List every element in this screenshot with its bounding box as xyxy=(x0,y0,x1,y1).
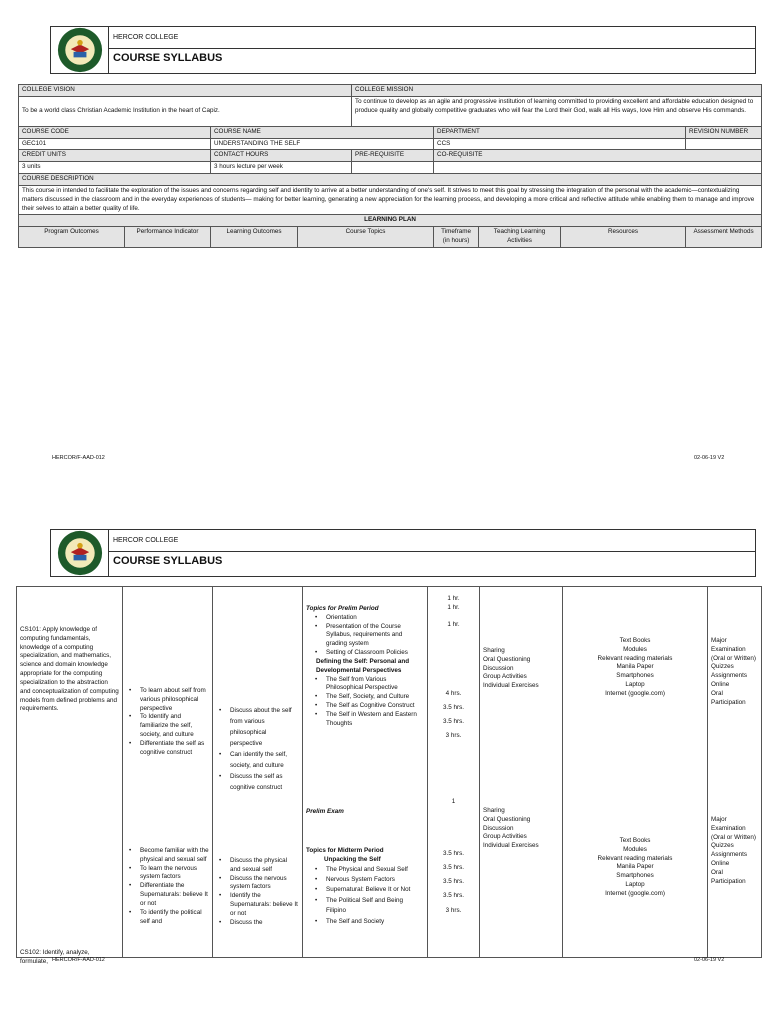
list-item: • Orientation xyxy=(322,614,424,623)
program-outcome-cs102: CS102: Identify, analyze, formulate, xyxy=(20,949,90,965)
program-outcome-cs101: CS101: Apply knowledge of computing fundamentals, knowledge of a computing specialization, and mathematics, science and domain knowledge appropriate for the computing specialization to the abstraction and conceptualization of computing models from defined problems and requirements. xyxy=(20,626,119,713)
resource-item: Internet (google.com) xyxy=(605,689,665,697)
resource-item: Internet (google.com) xyxy=(605,889,665,897)
pi-list-midterm xyxy=(126,847,209,926)
list-item: • The Political Self and Being Filipino xyxy=(322,896,424,917)
resource-item: Text Books xyxy=(619,837,651,844)
vision-text: To be a world class Christian Academic Institution in the heart of Capiz. xyxy=(19,96,352,126)
col-course-topics: Course Topics xyxy=(298,227,434,248)
department: CCS xyxy=(434,138,686,150)
activity-item: Oral Questioning xyxy=(483,655,531,663)
list-item: • The Self as Cognitive Construct xyxy=(322,702,424,711)
list-item: • The Self from Various Philosophical Perspective xyxy=(322,676,424,694)
mission-text: To continue to develop as an agile and progressive institution of learning committed to providing excellent and affordable education designed to produce quality and globally competitive graduates who will fear the Lord their God, walk all His ways, love Him and observe His commands. xyxy=(352,96,762,126)
coreq xyxy=(434,162,762,174)
college-name: HERCOR COLLEGE xyxy=(109,27,755,49)
assessment-item: Quizzes xyxy=(711,842,734,850)
course-code: GEC101 xyxy=(19,138,211,150)
resource-item: Modules xyxy=(623,645,647,653)
activity-item: Group Activities xyxy=(483,673,527,681)
pi-list-prelim xyxy=(126,687,209,758)
list-item: • Setting of Classroom Policies xyxy=(322,649,424,658)
prelim-subheading: Defining the Self: Personal and Developmental Perspectives xyxy=(316,657,410,674)
list-item: • Discuss the self as cognitive construct xyxy=(226,771,299,793)
assessment-item: Online xyxy=(711,860,730,868)
resource-item: Smartphones xyxy=(616,672,654,680)
time-value: 1 hr. xyxy=(447,603,460,611)
assessment-item: Assignments xyxy=(711,851,748,859)
time-value: 4 hrs. xyxy=(445,690,462,697)
mission-label: COLLEGE MISSION xyxy=(352,85,762,97)
prelim-topics-a xyxy=(306,614,424,658)
list-item: • Presentation of the Course Syllabus, requirements and grading system xyxy=(322,623,424,649)
col-timeframe: Timeframe (in hours) xyxy=(434,227,479,248)
midterm-heading: Topics for Midterm Period xyxy=(306,847,384,854)
list-item: • Discuss the physical and sexual self xyxy=(226,857,299,875)
prereq xyxy=(352,162,434,174)
college-name: HERCOR COLLEGE xyxy=(109,530,755,552)
lo-list-prelim xyxy=(216,705,299,793)
assessment-item: Assignments xyxy=(711,672,748,680)
list-item: • The Self in Western and Eastern Thoughts xyxy=(322,711,424,729)
list-item: • The Self, Society, and Culture xyxy=(322,693,424,702)
assessment-item: Online xyxy=(711,681,730,689)
resource-item: Relevant reading materials xyxy=(597,854,673,862)
time-value: 3.5 hrs. xyxy=(443,704,464,712)
department-label: DEPARTMENT xyxy=(434,126,686,138)
prelim-topics-b xyxy=(306,676,424,729)
revision-label: REVISION NUMBER xyxy=(686,126,762,138)
col-performance-indicator: Performance Indicator xyxy=(125,227,211,248)
activity-item: Individual Exercises xyxy=(483,842,539,850)
assessment-cell xyxy=(708,587,762,958)
assessment-item: Oral Participation xyxy=(711,689,746,706)
coreq-label: CO-REQUISITE xyxy=(434,150,762,162)
assessment-item: Oral Participation xyxy=(711,868,746,885)
prereq-label: PRE-REQUISITE xyxy=(352,150,434,162)
course-name-label: COURSE NAME xyxy=(211,126,434,138)
time-value: 1 hr. xyxy=(447,621,460,629)
activity-item: Group Activities xyxy=(483,833,527,841)
course-name: UNDERSTANDING THE SELF xyxy=(211,138,434,150)
course-description: This course in intended to facilitate the exploration of the issues and concerns regarding self and identity to arrive at a better understanding of one's self. It strives to meet this goal by stressing the integration of the personal with the academic—contextualizing matters discussed in the classroom and in the everyday experiences of students— making for better learning, generating a new appreciation for the learning process, and developing a more critical and reflective attitude while enabling them to manage and improve their selves to attain a better quality of life. xyxy=(19,185,762,214)
col-teaching-activities: Teaching Learning Activities xyxy=(479,227,561,248)
header-page-1 xyxy=(50,26,756,74)
college-logo xyxy=(51,27,109,73)
prelim-heading: Topics for Prelim Period xyxy=(306,605,379,612)
footer-version: 02-06-19 V2 xyxy=(694,455,725,461)
college-logo xyxy=(51,530,109,576)
resource-item: Smartphones xyxy=(616,872,654,880)
activity-item: Oral Questioning xyxy=(483,815,531,823)
resource-item: Modules xyxy=(623,845,647,853)
college-seal-icon xyxy=(57,27,103,73)
list-item: • The Self and Society xyxy=(322,917,424,927)
list-item: • To learn about self from various philosophical perspective xyxy=(136,687,209,713)
col-resources: Resources xyxy=(561,227,686,248)
teaching-activities-cell xyxy=(480,587,563,958)
contact-hours: 3 hours lecture per week xyxy=(211,162,352,174)
resource-item: Text Books xyxy=(619,637,651,644)
college-seal-icon xyxy=(57,530,103,576)
list-item: • Discuss about the self from various philosophical perspective xyxy=(226,705,299,749)
list-item: • Nervous System Factors xyxy=(322,875,424,885)
list-item: • The Physical and Sexual Self xyxy=(322,865,424,875)
activity-item: Discussion xyxy=(483,824,514,832)
list-item: • To identify the political self and xyxy=(136,909,209,927)
list-item: • Become familiar with the physical and sexual self xyxy=(136,847,209,865)
time-value: 3 hrs. xyxy=(445,732,462,740)
performance-indicator-cell xyxy=(123,587,213,958)
resource-item: Laptop xyxy=(625,681,645,689)
resource-item: Manila Paper xyxy=(616,863,654,871)
learning-outcomes-cell xyxy=(213,587,303,958)
time-value: 3.5 hrs. xyxy=(443,864,464,872)
list-item: • Identify the Supernaturals: believe It or not xyxy=(226,892,299,918)
midterm-topics xyxy=(306,865,424,927)
footer-form-code: HERCOR/F-AAD-012 xyxy=(52,957,105,963)
assessment-item: Quizzes xyxy=(711,663,734,671)
header-page-2 xyxy=(50,529,756,577)
midterm-subheading: Unpacking the Self xyxy=(324,855,381,863)
credit-label: CREDIT UNITS xyxy=(19,150,211,162)
footer-version: 02-06-19 V2 xyxy=(694,957,725,963)
col-assessment: Assessment Methods xyxy=(686,227,762,248)
course-topics-cell xyxy=(303,587,428,958)
list-item: • Supernatural: Believe It or Not xyxy=(322,885,424,895)
assessment-item: Major Examination (Oral or Written) xyxy=(711,816,757,841)
activity-item: Sharing xyxy=(483,647,505,654)
course-info-table xyxy=(18,84,762,248)
document-title: COURSE SYLLABUS xyxy=(113,555,223,567)
activity-item: Discussion xyxy=(483,664,514,672)
activity-item: Individual Exercises xyxy=(483,682,539,690)
resource-item: Manila Paper xyxy=(616,663,654,671)
time-value: 3.5 hrs. xyxy=(443,718,464,726)
assessment-item: Major Examination (Oral or Written) xyxy=(711,637,757,662)
time-value: 3.5 hrs. xyxy=(443,892,464,900)
col-learning-outcomes: Learning Outcomes xyxy=(211,227,298,248)
description-label: COURSE DESCRIPTION xyxy=(19,174,762,186)
list-item: • Differentiate the Supernaturals: believe It or not xyxy=(136,882,209,908)
timeframe-cell xyxy=(428,587,480,958)
list-item: • Discuss the xyxy=(226,919,299,928)
time-value: 3 hrs. xyxy=(445,906,462,914)
time-value xyxy=(428,613,479,622)
vision-label: COLLEGE VISION xyxy=(19,85,352,97)
time-value: 1 xyxy=(451,798,456,805)
list-item: • To Identify and familiarize the self, society, and culture xyxy=(136,713,209,739)
activity-item: Sharing xyxy=(483,807,505,814)
document-title: COURSE SYLLABUS xyxy=(113,52,223,64)
contact-label: CONTACT HOURS xyxy=(211,150,352,162)
course-code-label: COURSE CODE xyxy=(19,126,211,138)
list-item: • Can identify the self, society, and culture xyxy=(226,749,299,771)
list-item: • Discuss the nervous system factors xyxy=(226,875,299,893)
time-value: 1 hr. xyxy=(447,595,460,602)
learning-plan-label: LEARNING PLAN xyxy=(19,215,762,227)
resources-cell xyxy=(563,587,708,958)
col-program-outcomes: Program Outcomes xyxy=(19,227,125,248)
lo-list-midterm xyxy=(216,857,299,928)
time-value: 3.5 hrs. xyxy=(443,878,464,886)
revision xyxy=(686,138,762,150)
prelim-exam: Prelim Exam xyxy=(306,808,344,815)
time-value: 3.5 hrs. xyxy=(443,850,464,857)
credit-units: 3 units xyxy=(19,162,211,174)
resource-item: Laptop xyxy=(625,881,645,889)
list-item: • To learn the nervous system factors xyxy=(136,865,209,883)
footer-form-code: HERCOR/F-AAD-012 xyxy=(52,455,105,461)
list-item: • Differentiate the self as cognitive construct xyxy=(136,740,209,758)
resource-item: Relevant reading materials xyxy=(597,654,673,662)
